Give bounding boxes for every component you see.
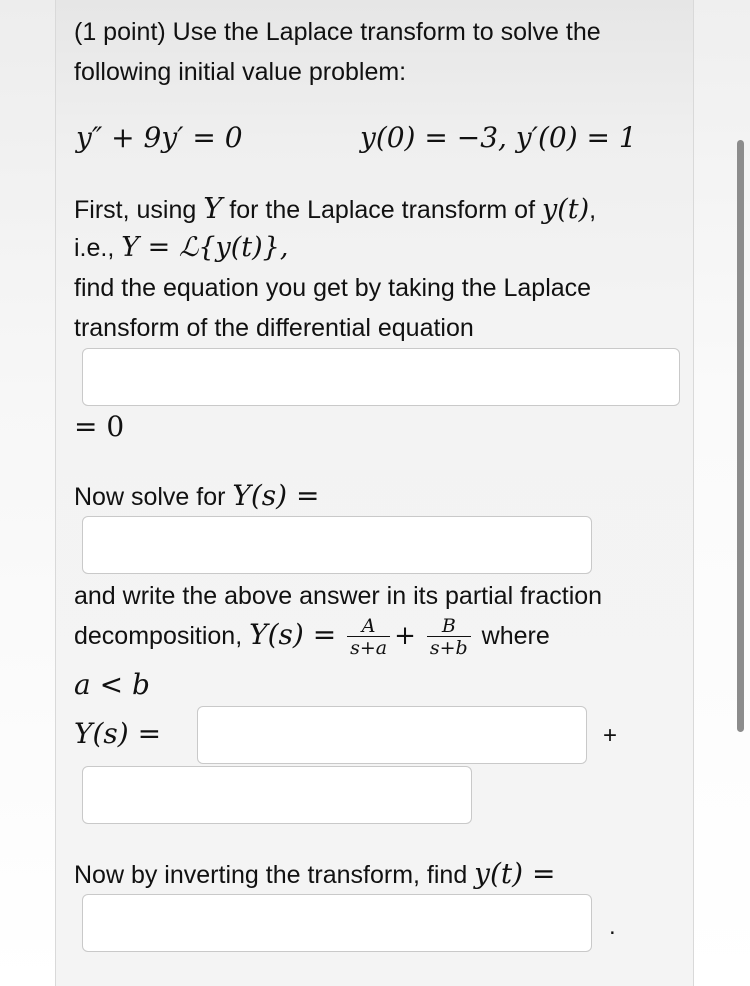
background-left [0, 0, 56, 986]
initial-conditions: y(0) = −3, y′(0) = 1 [360, 121, 637, 154]
period: . [609, 913, 616, 940]
Ys-input[interactable] [82, 516, 592, 574]
laplace-equation-input[interactable] [82, 348, 680, 406]
ie-math: Y = ℒ{y(t)}, [121, 232, 289, 263]
fraction-plus: + [394, 621, 416, 652]
a-less-than-b: a < b [74, 668, 150, 701]
invert-math: y(t) = [474, 857, 556, 890]
ode-equation: y″ + 9y′ = 0 [76, 121, 243, 154]
first-text-c: , [589, 196, 597, 224]
plus-sign: + [603, 722, 618, 749]
fraction-B [427, 616, 471, 659]
pf-line-2 [74, 616, 550, 659]
fraction-B-numerator: B [427, 616, 471, 637]
pf-text: decomposition, [74, 622, 250, 651]
ie-label: i.e., [74, 234, 122, 262]
partial-fraction-term1-input[interactable] [197, 706, 587, 764]
solve-line [74, 481, 319, 512]
intro-line-1: (1 point) Use the Laplace transform to solve the [74, 18, 601, 46]
fraction-A [347, 616, 390, 659]
invert-line [74, 859, 555, 890]
first-text-b: for the Laplace transform of [222, 196, 542, 224]
equals-zero: = 0 [74, 410, 125, 443]
yt-input[interactable] [82, 894, 592, 952]
find-line-2: transform of the differential equation [74, 314, 474, 342]
first-sentence [74, 193, 596, 225]
first-Y: Y [203, 191, 223, 225]
invert-text: Now by inverting the transform, find [74, 861, 475, 889]
Ys-label: Y(s) = [74, 717, 162, 750]
fraction-A-numerator: A [347, 616, 390, 637]
find-line-1: find the equation you get by taking the Laplace [74, 274, 592, 302]
first-yt: y(t) [541, 194, 590, 225]
fraction-B-denominator: s+b [429, 637, 468, 659]
scrollbar[interactable] [737, 140, 744, 732]
solve-text: Now solve for [74, 483, 233, 511]
pf-Ys: Y(s) = [249, 618, 337, 652]
pf-line-1: and write the above answer in its partial fraction [74, 582, 603, 610]
where-text: where [474, 622, 550, 651]
partial-fraction-term2-input[interactable] [82, 766, 472, 824]
fraction-A-denominator: s+a [350, 637, 388, 659]
solve-math: Y(s) = [232, 479, 320, 512]
ie-line [74, 233, 288, 263]
intro-line-2: following initial value problem: [74, 58, 407, 86]
first-text-a: First, using [74, 196, 204, 224]
